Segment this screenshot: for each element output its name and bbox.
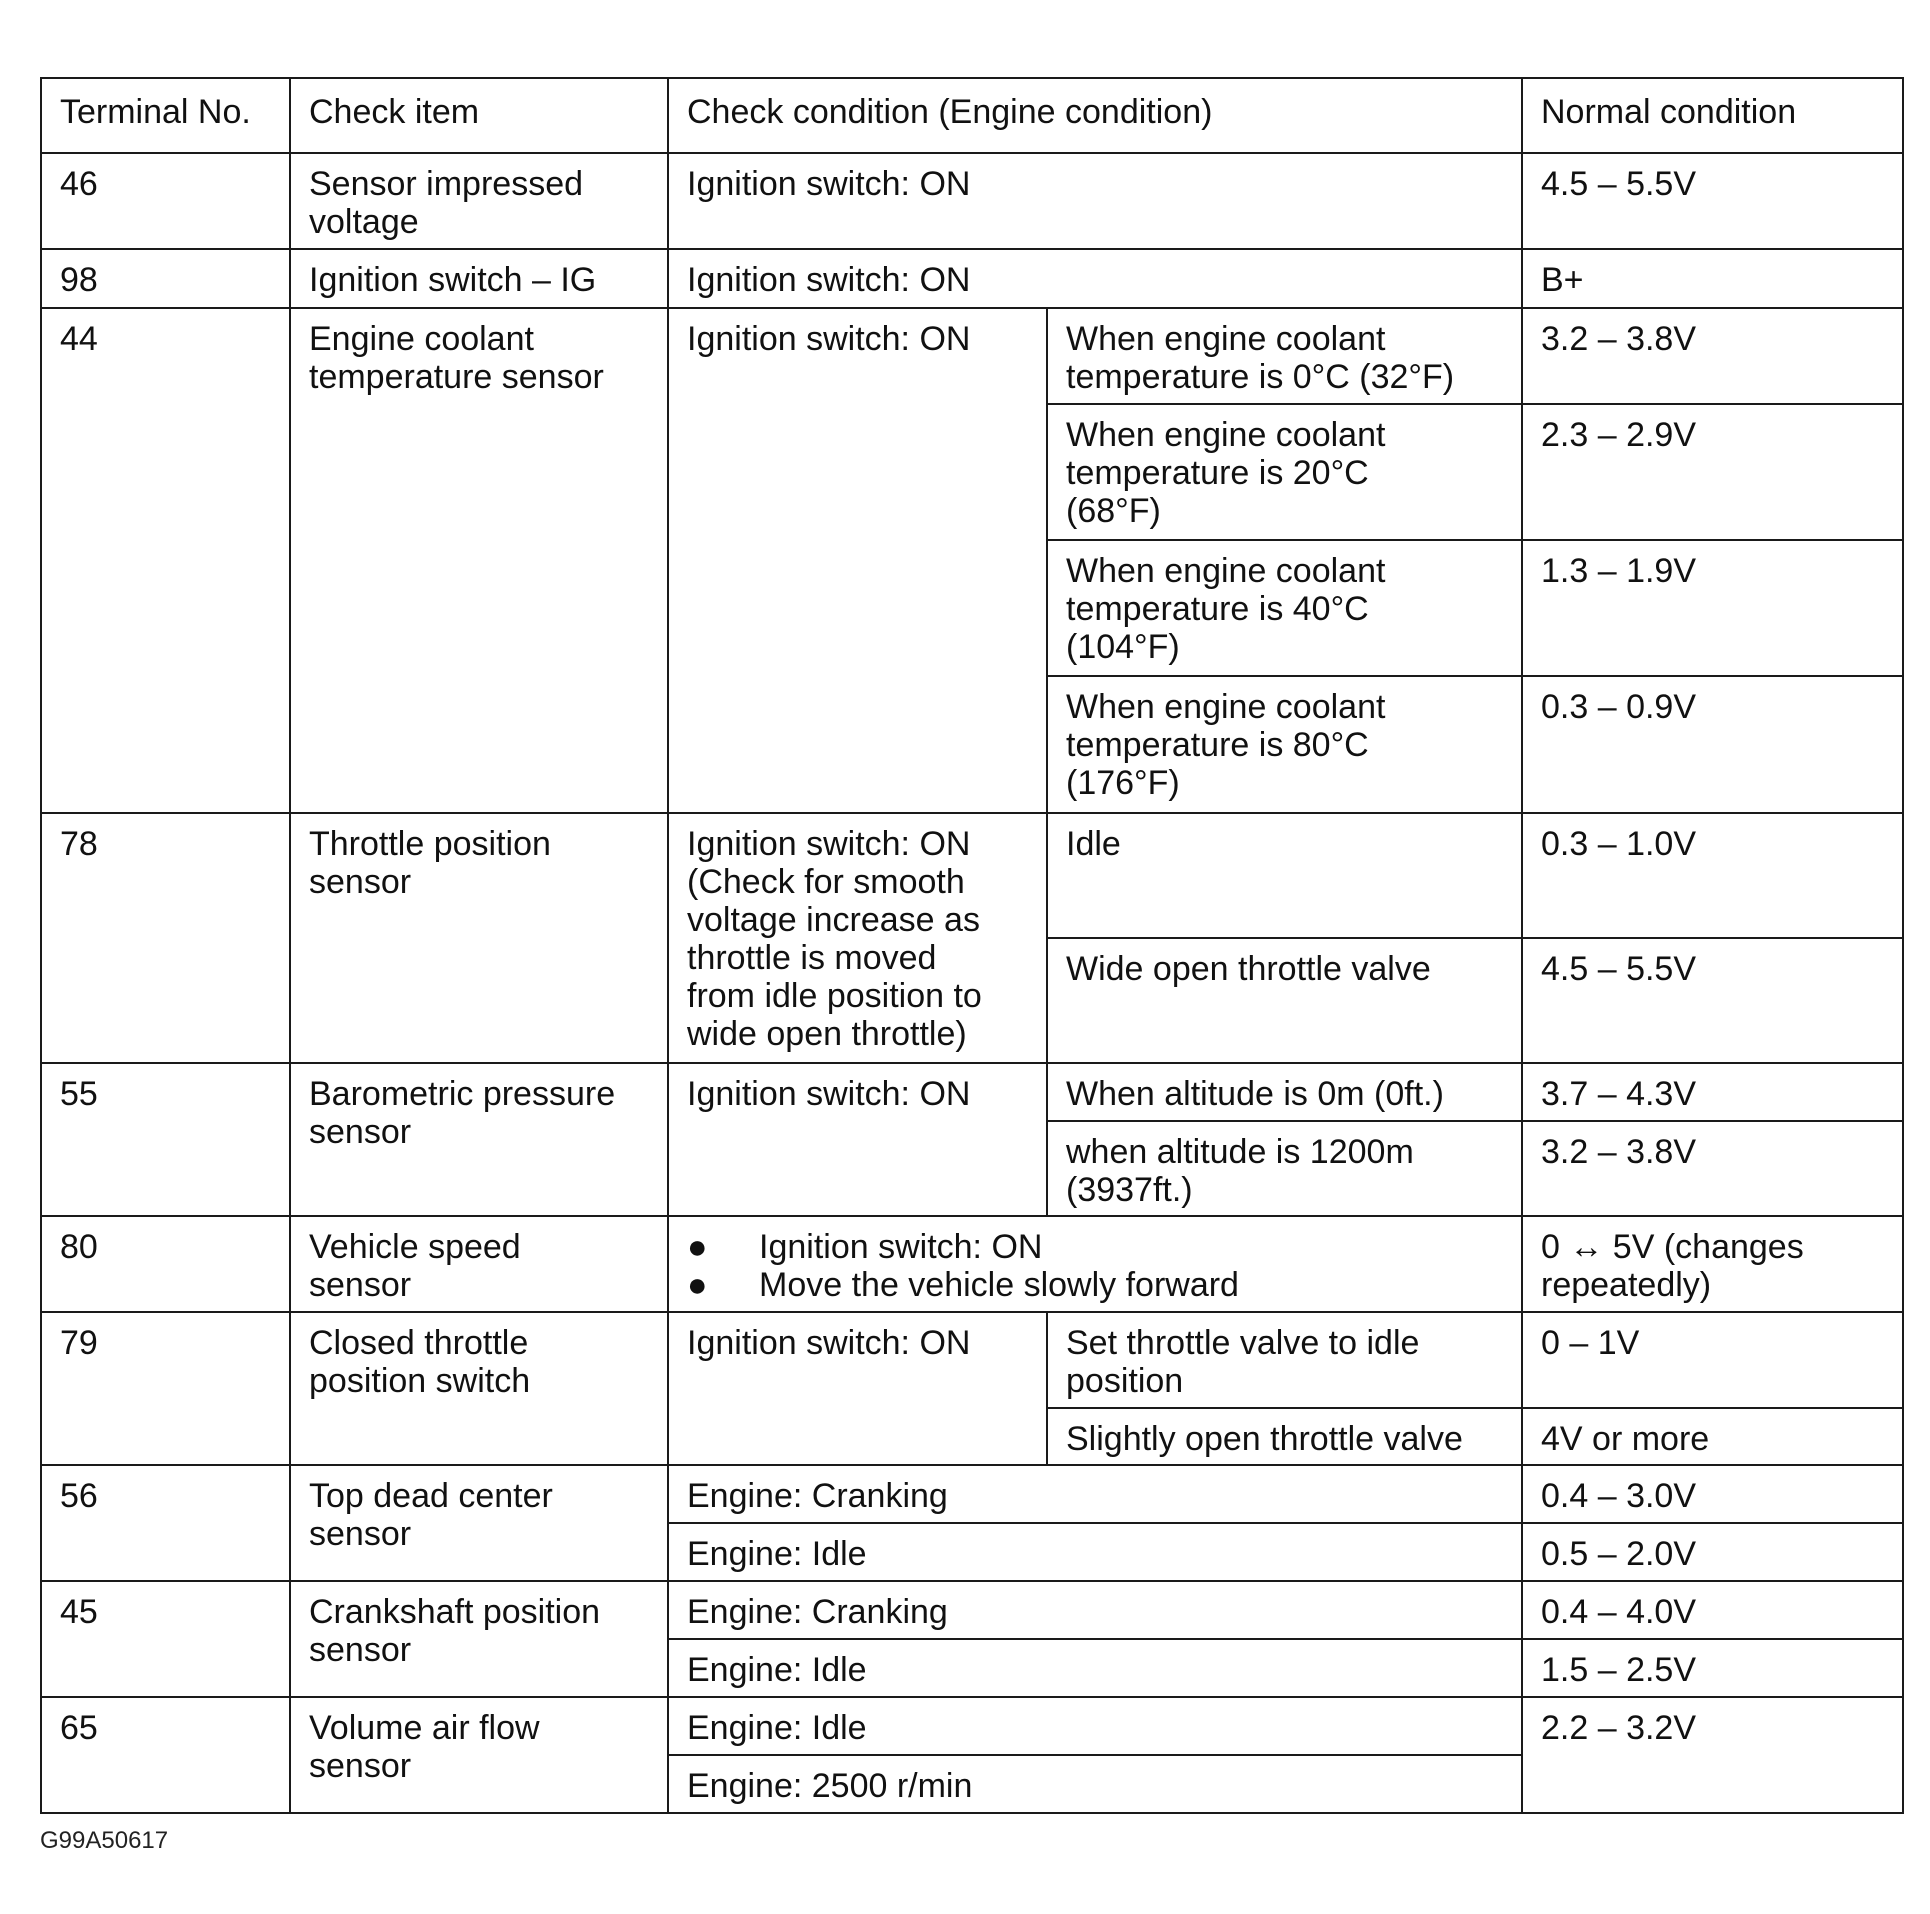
check-item-cell: Throttle position sensor bbox=[290, 813, 668, 1063]
header-normal-condition: Normal condition bbox=[1522, 78, 1903, 153]
normal-condition-cell: 1.3 – 1.9V bbox=[1522, 540, 1903, 676]
table-row bbox=[41, 1063, 1903, 1121]
normal-condition-cell: 4.5 – 5.5V bbox=[1522, 153, 1903, 249]
header-row bbox=[41, 78, 1903, 153]
check-condition-cell: Engine: Cranking bbox=[668, 1581, 1522, 1639]
sub-condition-cell: When engine coolant temperature is 80°C (176°F) bbox=[1047, 676, 1522, 813]
normal-condition-cell: 3.2 – 3.8V bbox=[1522, 308, 1903, 404]
table-row bbox=[41, 1312, 1903, 1408]
terminal-cell: 56 bbox=[41, 1465, 290, 1581]
check-item-cell: Closed throttle position switch bbox=[290, 1312, 668, 1465]
normal-condition-cell: 3.7 – 4.3V bbox=[1522, 1063, 1903, 1121]
check-condition-cell: Engine: 2500 r/min bbox=[668, 1755, 1522, 1813]
table-row bbox=[41, 1581, 1903, 1639]
table-row bbox=[41, 1465, 1903, 1523]
table-row bbox=[41, 308, 1903, 404]
normal-condition-cell: 4V or more bbox=[1522, 1408, 1903, 1465]
header-check-item: Check item bbox=[290, 78, 668, 153]
check-condition-cell bbox=[668, 1216, 1522, 1312]
terminal-cell: 98 bbox=[41, 249, 290, 308]
check-item-cell: Engine coolant temperature sensor bbox=[290, 308, 668, 813]
terminal-cell: 55 bbox=[41, 1063, 290, 1216]
terminal-cell: 44 bbox=[41, 308, 290, 813]
sub-condition-cell: Set throttle valve to idle position bbox=[1047, 1312, 1522, 1408]
check-item-cell: Volume air flow sensor bbox=[290, 1697, 668, 1813]
terminal-cell: 45 bbox=[41, 1581, 290, 1697]
normal-condition-cell: 0.4 – 4.0V bbox=[1522, 1581, 1903, 1639]
check-condition-cell: Ignition switch: ON bbox=[668, 1063, 1047, 1216]
check-item-cell: Sensor impressed voltage bbox=[290, 153, 668, 249]
check-item-cell: Crankshaft position sensor bbox=[290, 1581, 668, 1697]
terminal-cell: 79 bbox=[41, 1312, 290, 1465]
check-item-cell: Ignition switch – IG bbox=[290, 249, 668, 308]
sub-condition-cell: when altitude is 1200m (3937ft.) bbox=[1047, 1121, 1522, 1216]
sub-condition-cell: When altitude is 0m (0ft.) bbox=[1047, 1063, 1522, 1121]
bullet-item: ● Move the vehicle slowly forward bbox=[687, 1266, 1239, 1304]
table-row bbox=[41, 1216, 1903, 1312]
header-terminal: Terminal No. bbox=[41, 78, 290, 153]
check-condition-cell: Ignition switch: ON bbox=[668, 1312, 1047, 1465]
normal-condition-cell: 0.4 – 3.0V bbox=[1522, 1465, 1903, 1523]
sub-condition-cell: Wide open throttle valve bbox=[1047, 938, 1522, 1063]
check-item-cell: Barometric pressure sensor bbox=[290, 1063, 668, 1216]
bullet-icon: ● bbox=[687, 1228, 708, 1266]
check-item-cell: Top dead center sensor bbox=[290, 1465, 668, 1581]
sub-condition-cell: When engine coolant temperature is 0°C (32°F) bbox=[1047, 308, 1522, 404]
sub-condition-cell: When engine coolant temperature is 20°C (68°F) bbox=[1047, 404, 1522, 540]
check-condition-cell: Ignition switch: ON bbox=[668, 153, 1522, 249]
normal-condition-cell: B+ bbox=[1522, 249, 1903, 308]
check-condition-cell: Engine: Idle bbox=[668, 1639, 1522, 1697]
normal-condition-cell: 3.2 – 3.8V bbox=[1522, 1121, 1903, 1216]
terminal-cell: 65 bbox=[41, 1697, 290, 1813]
table-row bbox=[41, 153, 1903, 249]
normal-condition-cell: 0 ↔ 5V (changes repeatedly) bbox=[1522, 1216, 1903, 1312]
check-item-cell: Vehicle speed sensor bbox=[290, 1216, 668, 1312]
figure-code: G99A50617 bbox=[40, 1827, 169, 1854]
terminal-cell: 46 bbox=[41, 153, 290, 249]
check-condition-cell: Ignition switch: ON bbox=[668, 249, 1522, 308]
table-row bbox=[41, 1697, 1903, 1755]
bullet-icon: ● bbox=[687, 1266, 708, 1304]
normal-condition-cell: 0.3 – 0.9V bbox=[1522, 676, 1903, 813]
sub-condition-cell: Slightly open throttle valve bbox=[1047, 1408, 1522, 1465]
normal-condition-cell: 2.2 – 3.2V bbox=[1522, 1697, 1903, 1813]
check-condition-cell: Ignition switch: ON (Check for smooth voltage increase as throttle is moved from idle position to wide open throttle) bbox=[668, 813, 1047, 1063]
check-condition-cell: Ignition switch: ON bbox=[668, 308, 1047, 813]
normal-condition-cell: 2.3 – 2.9V bbox=[1522, 404, 1903, 540]
sub-condition-cell: Idle bbox=[1047, 813, 1522, 938]
normal-condition-cell: 4.5 – 5.5V bbox=[1522, 938, 1903, 1063]
terminal-cell: 78 bbox=[41, 813, 290, 1063]
header-check-condition: Check condition (Engine condition) bbox=[668, 78, 1522, 153]
normal-condition-cell: 1.5 – 2.5V bbox=[1522, 1639, 1903, 1697]
normal-condition-cell: 0.5 – 2.0V bbox=[1522, 1523, 1903, 1581]
table-row bbox=[41, 813, 1903, 938]
bullet-item: ● Ignition switch: ON bbox=[687, 1228, 1043, 1266]
check-table bbox=[40, 77, 1904, 1814]
check-condition-cell: Engine: Cranking bbox=[668, 1465, 1522, 1523]
normal-condition-cell: 0.3 – 1.0V bbox=[1522, 813, 1903, 938]
normal-condition-cell: 0 – 1V bbox=[1522, 1312, 1903, 1408]
check-condition-cell: Engine: Idle bbox=[668, 1697, 1522, 1755]
sub-condition-cell: When engine coolant temperature is 40°C (104°F) bbox=[1047, 540, 1522, 676]
check-condition-cell: Engine: Idle bbox=[668, 1523, 1522, 1581]
terminal-cell: 80 bbox=[41, 1216, 290, 1312]
table-row bbox=[41, 249, 1903, 308]
